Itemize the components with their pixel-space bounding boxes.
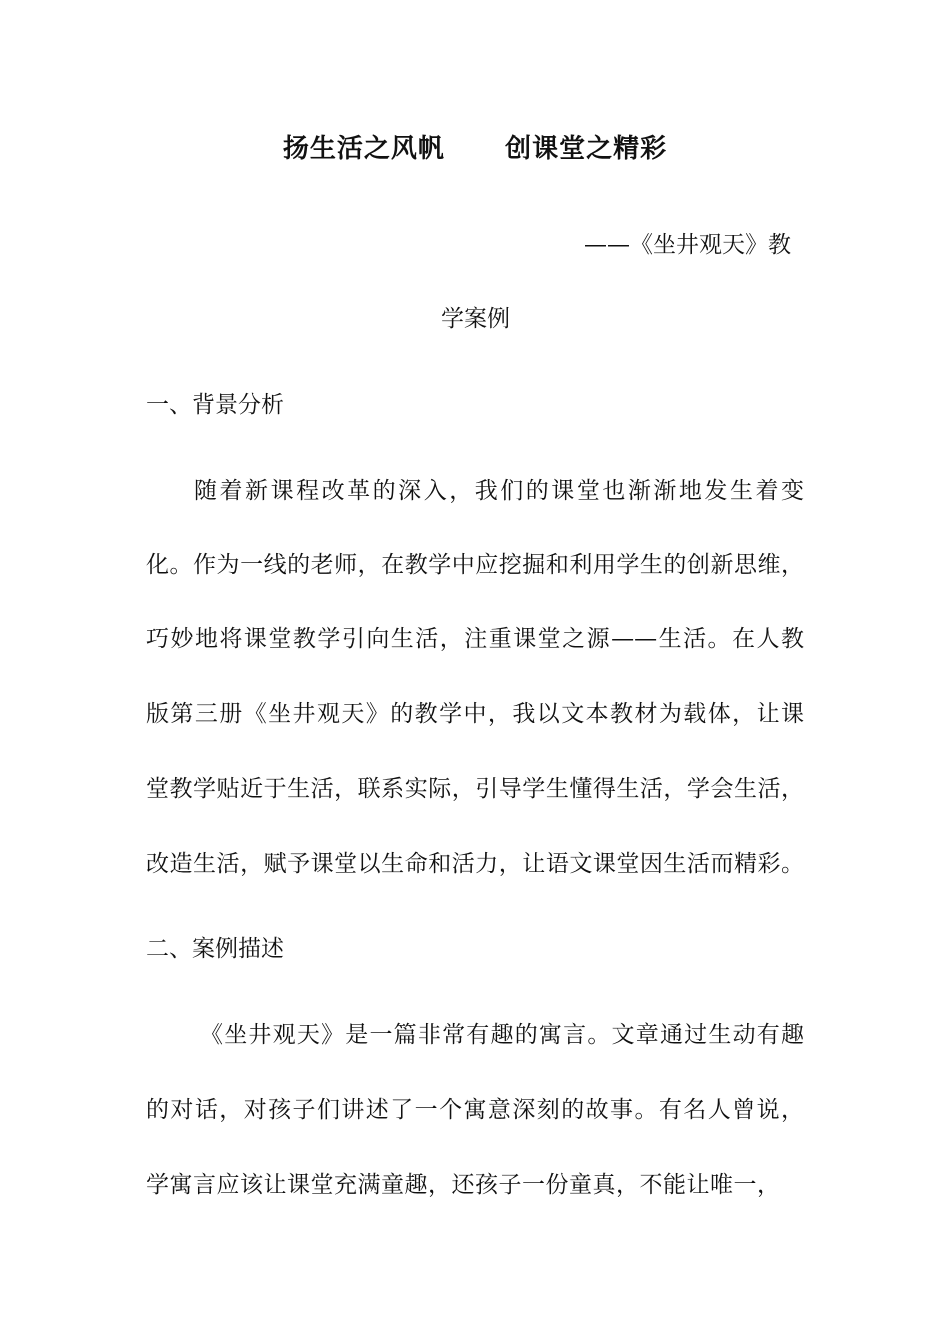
paragraph-line: 化。作为一线的老师，在教学中应挖掘和利用学生的创新思维， (146, 552, 804, 578)
paragraph-line: 随着新课程改革的深入，我们的课堂也渐渐地发生着变 (194, 478, 804, 504)
paragraph-line: 堂教学贴近于生活，联系实际，引导学生懂得生活，学会生活， (146, 776, 804, 802)
document-title: 扬生活之风帆 创课堂之精彩 (282, 134, 668, 164)
paragraph-line: 学寓言应该让课堂充满童趣，还孩子一份童真，不能让唯一， (146, 1172, 780, 1198)
subtitle-line-2: 学案例 (441, 306, 510, 332)
paragraph-line: 改造生活，赋予课堂以生命和活力，让语文课堂因生活而精彩。 (146, 851, 804, 877)
paragraph-line: 版第三册《坐井观天》的教学中，我以文本教材为载体，让课 (146, 701, 804, 727)
section-heading-case: 二、案例描述 (146, 936, 284, 962)
subtitle-line-1: ——《坐井观天》教 (584, 232, 791, 258)
section-heading-background: 一、背景分析 (146, 392, 284, 418)
paragraph-line: 的对话，对孩子们讲述了一个寓意深刻的故事。有名人曾说， (146, 1097, 804, 1123)
paragraph-line: 《坐井观天》是一篇非常有趣的寓言。文章通过生动有趣 (200, 1022, 804, 1048)
paragraph-line: 巧妙地将课堂教学引向生活，注重课堂之源——生活。在人教 (146, 626, 804, 652)
